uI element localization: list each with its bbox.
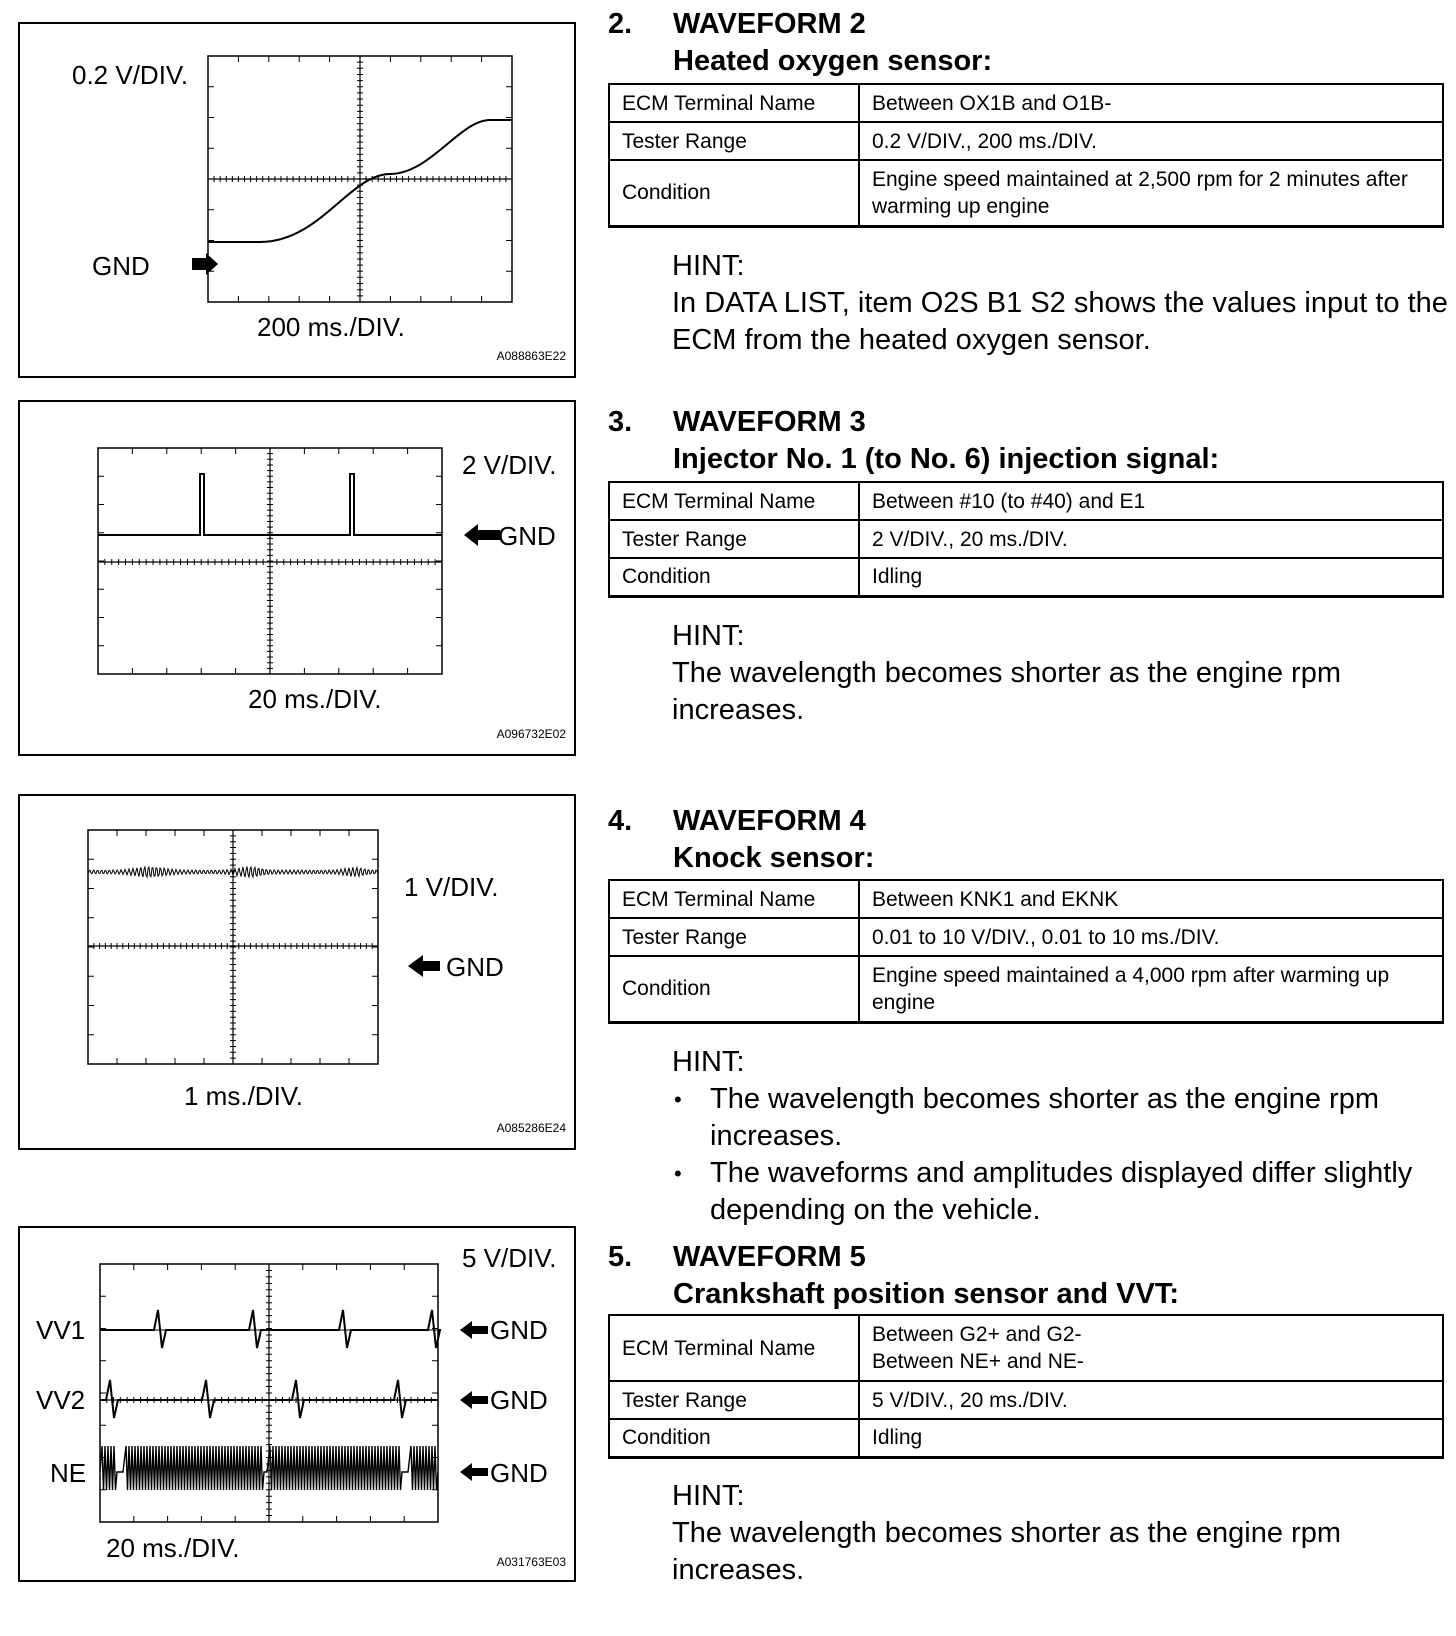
hint-label: HINT: <box>672 1480 745 1512</box>
gnd-arrow-icon <box>408 955 440 977</box>
gnd-label: GND <box>92 251 150 281</box>
spec-table <box>608 879 1444 1024</box>
gnd-label: GND <box>490 1315 548 1345</box>
row-value: 0.01 to 10 V/DIV., 0.01 to 10 ms./DIV. <box>859 918 1443 956</box>
row-key: Condition <box>609 1419 859 1457</box>
table-row <box>609 84 1443 122</box>
section-waveform-2 <box>608 6 1444 80</box>
hint-label: HINT: <box>672 1046 745 1078</box>
figure-code: A031763E03 <box>496 1555 566 1569</box>
section-subtitle: Crankshaft position sensor and VVT: <box>673 1278 1179 1310</box>
section-heading <box>608 404 1444 478</box>
gnd-arrow-icon <box>460 1321 488 1339</box>
scope-grid <box>88 830 378 1064</box>
scope-grid <box>98 448 442 674</box>
section-number: 4. <box>608 805 633 837</box>
section-title: WAVEFORM 3 <box>673 406 866 438</box>
list-item: • The wavelength becomes shorter as the engine rpm increases. <box>672 1081 1452 1155</box>
row-value: Idling <box>859 1419 1443 1457</box>
channel-label-ne: NE <box>50 1458 87 1488</box>
figure-code: A085286E24 <box>496 1121 566 1135</box>
channel-label-vv1: VV1 <box>36 1315 86 1345</box>
time-scale-label: 20 ms./DIV. <box>106 1533 240 1563</box>
row-key: Tester Range <box>609 122 859 160</box>
voltage-scale-label: 5 V/DIV. <box>462 1243 557 1273</box>
hint-block <box>672 1044 1452 1229</box>
spec-table <box>608 481 1444 598</box>
row-value: Between OX1B and O1B- <box>859 84 1443 122</box>
section-number: 3. <box>608 406 633 438</box>
hint-text: The wavelength becomes shorter as the engine rpm increases. <box>672 657 1341 726</box>
row-value: 0.2 V/DIV., 200 ms./DIV. <box>859 122 1443 160</box>
section-waveform-5 <box>608 1239 1444 1313</box>
row-key: Tester Range <box>609 520 859 558</box>
table-row <box>609 558 1443 596</box>
scope-grid <box>208 56 512 302</box>
gnd-label: GND <box>490 1458 548 1488</box>
row-key: Tester Range <box>609 918 859 956</box>
section-title: WAVEFORM 4 <box>673 805 866 837</box>
row-key: ECM Terminal Name <box>609 482 859 520</box>
row-value: Idling <box>859 558 1443 596</box>
waveform-4-figure <box>18 794 576 1150</box>
row-key: Tester Range <box>609 1381 859 1419</box>
time-scale-label: 1 ms./DIV. <box>184 1081 303 1111</box>
table-row <box>609 1419 1443 1457</box>
gnd-label: GND <box>446 952 504 982</box>
row-value: Engine speed maintained at 2,500 rpm for 2 minutes after warming up engine <box>859 160 1443 226</box>
hint-label: HINT: <box>672 250 745 282</box>
channel-label-vv2: VV2 <box>36 1385 86 1415</box>
section-waveform-4 <box>608 803 1444 877</box>
row-value: 5 V/DIV., 20 ms./DIV. <box>859 1381 1443 1419</box>
hint-label: HINT: <box>672 620 745 652</box>
row-value-line: Between G2+ and G2- <box>872 1323 1082 1346</box>
row-value: Between KNK1 and EKNK <box>859 880 1443 918</box>
section-waveform-3 <box>608 404 1444 478</box>
hint-block <box>672 1478 1452 1589</box>
table-row <box>609 880 1443 918</box>
section-heading <box>608 803 1444 877</box>
section-subtitle: Knock sensor: <box>673 842 875 874</box>
hint-block <box>672 618 1452 729</box>
time-scale-label: 200 ms./DIV. <box>257 312 405 342</box>
spec-table <box>608 1314 1444 1459</box>
table-row <box>609 122 1443 160</box>
list-item: • The waveforms and amplitudes displayed differ slightly depending on the vehicle. <box>672 1155 1452 1229</box>
hint-block <box>672 248 1452 359</box>
voltage-scale-label: 1 V/DIV. <box>404 872 499 902</box>
table-row <box>609 520 1443 558</box>
gnd-arrow-icon <box>460 1391 488 1409</box>
section-subtitle: Heated oxygen sensor: <box>673 45 993 77</box>
waveform-5-figure <box>18 1226 576 1582</box>
waveform-3-figure <box>18 400 576 756</box>
row-key: Condition <box>609 160 859 226</box>
voltage-scale-label: 0.2 V/DIV. <box>72 60 189 90</box>
section-number: 5. <box>608 1241 633 1273</box>
row-key: ECM Terminal Name <box>609 84 859 122</box>
row-key: ECM Terminal Name <box>609 880 859 918</box>
hint-list <box>672 1081 1452 1229</box>
figure-code: A096732E02 <box>496 727 566 741</box>
gnd-label: GND <box>498 521 556 551</box>
figure-code: A088863E22 <box>496 349 566 363</box>
hint-text: In DATA LIST, item O2S B1 S2 shows the values input to the ECM from the heated oxygen sensor. <box>672 287 1448 356</box>
row-key: Condition <box>609 558 859 596</box>
row-key: Condition <box>609 956 859 1022</box>
section-number: 2. <box>608 8 633 40</box>
section-title: WAVEFORM 2 <box>673 8 866 40</box>
section-title: WAVEFORM 5 <box>673 1241 866 1273</box>
row-value: 2 V/DIV., 20 ms./DIV. <box>859 520 1443 558</box>
waveform-2-figure <box>18 22 576 378</box>
gnd-arrow-icon <box>464 524 500 546</box>
hint-text: The wavelength becomes shorter as the engine rpm increases. <box>672 1517 1341 1586</box>
gnd-arrow-icon <box>460 1463 488 1481</box>
section-subtitle: Injector No. 1 (to No. 6) injection signal: <box>673 443 1220 475</box>
table-row <box>609 1315 1443 1381</box>
gnd-arrow-icon <box>192 253 218 275</box>
row-value: Between #10 (to #40) and E1 <box>859 482 1443 520</box>
row-value <box>859 1315 1443 1381</box>
row-key: ECM Terminal Name <box>609 1315 859 1381</box>
voltage-scale-label: 2 V/DIV. <box>462 450 557 480</box>
row-value-line: Between NE+ and NE- <box>872 1350 1084 1373</box>
section-heading <box>608 1239 1444 1313</box>
table-row <box>609 160 1443 226</box>
table-row <box>609 956 1443 1022</box>
row-value: Engine speed maintained a 4,000 rpm after warming up engine <box>859 956 1443 1022</box>
table-row <box>609 918 1443 956</box>
table-row <box>609 482 1443 520</box>
table-row <box>609 1381 1443 1419</box>
gnd-label: GND <box>490 1385 548 1415</box>
spec-table <box>608 83 1444 228</box>
section-heading <box>608 6 1444 80</box>
time-scale-label: 20 ms./DIV. <box>248 684 382 714</box>
